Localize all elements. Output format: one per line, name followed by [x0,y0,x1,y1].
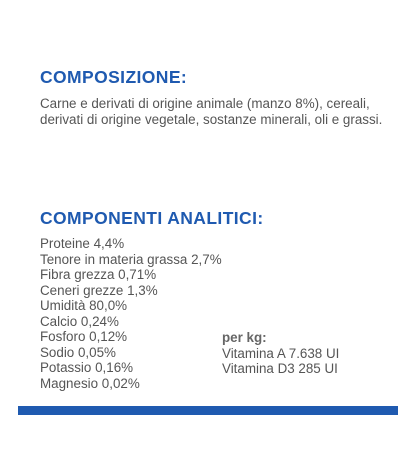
component-calcium: Calcio 0,24% [40,313,119,329]
analytical-components-heading: COMPONENTI ANALITICI: [40,208,264,228]
composition-text: Carne e derivati di origine animale (manzo 8%), cereali, derivati di origine vegetale, sostanze minerali, oli e grassi. [40,96,383,127]
component-protein: Proteine 4,4% [40,236,125,251]
component-potassium: Potassio 0,16% [40,360,134,375]
vitamin-d3: Vitamina D3 285 UI [222,361,338,376]
vitamin-list [222,346,339,377]
per-kg-label: per kg: [222,330,267,345]
component-phosphorus: Fosforo 0,12% [40,329,128,344]
per-kg-block [222,330,339,377]
component-crude-ash: Ceneri grezze 1,3% [40,282,158,298]
analytical-components-list [40,236,222,391]
component-crude-fiber: Fibra grezza 0,71% [40,267,157,282]
component-sodium: Sodio 0,05% [40,344,116,360]
component-fat-content: Tenore in materia grassa 2,7% [40,251,222,267]
component-moisture: Umidità 80,0% [40,298,128,313]
bottom-divider-bar [18,406,398,415]
vitamin-a: Vitamina A 7.638 UI [222,345,340,361]
component-magnesium: Magnesio 0,02% [40,375,140,391]
composition-heading: COMPOSIZIONE: [40,67,188,87]
